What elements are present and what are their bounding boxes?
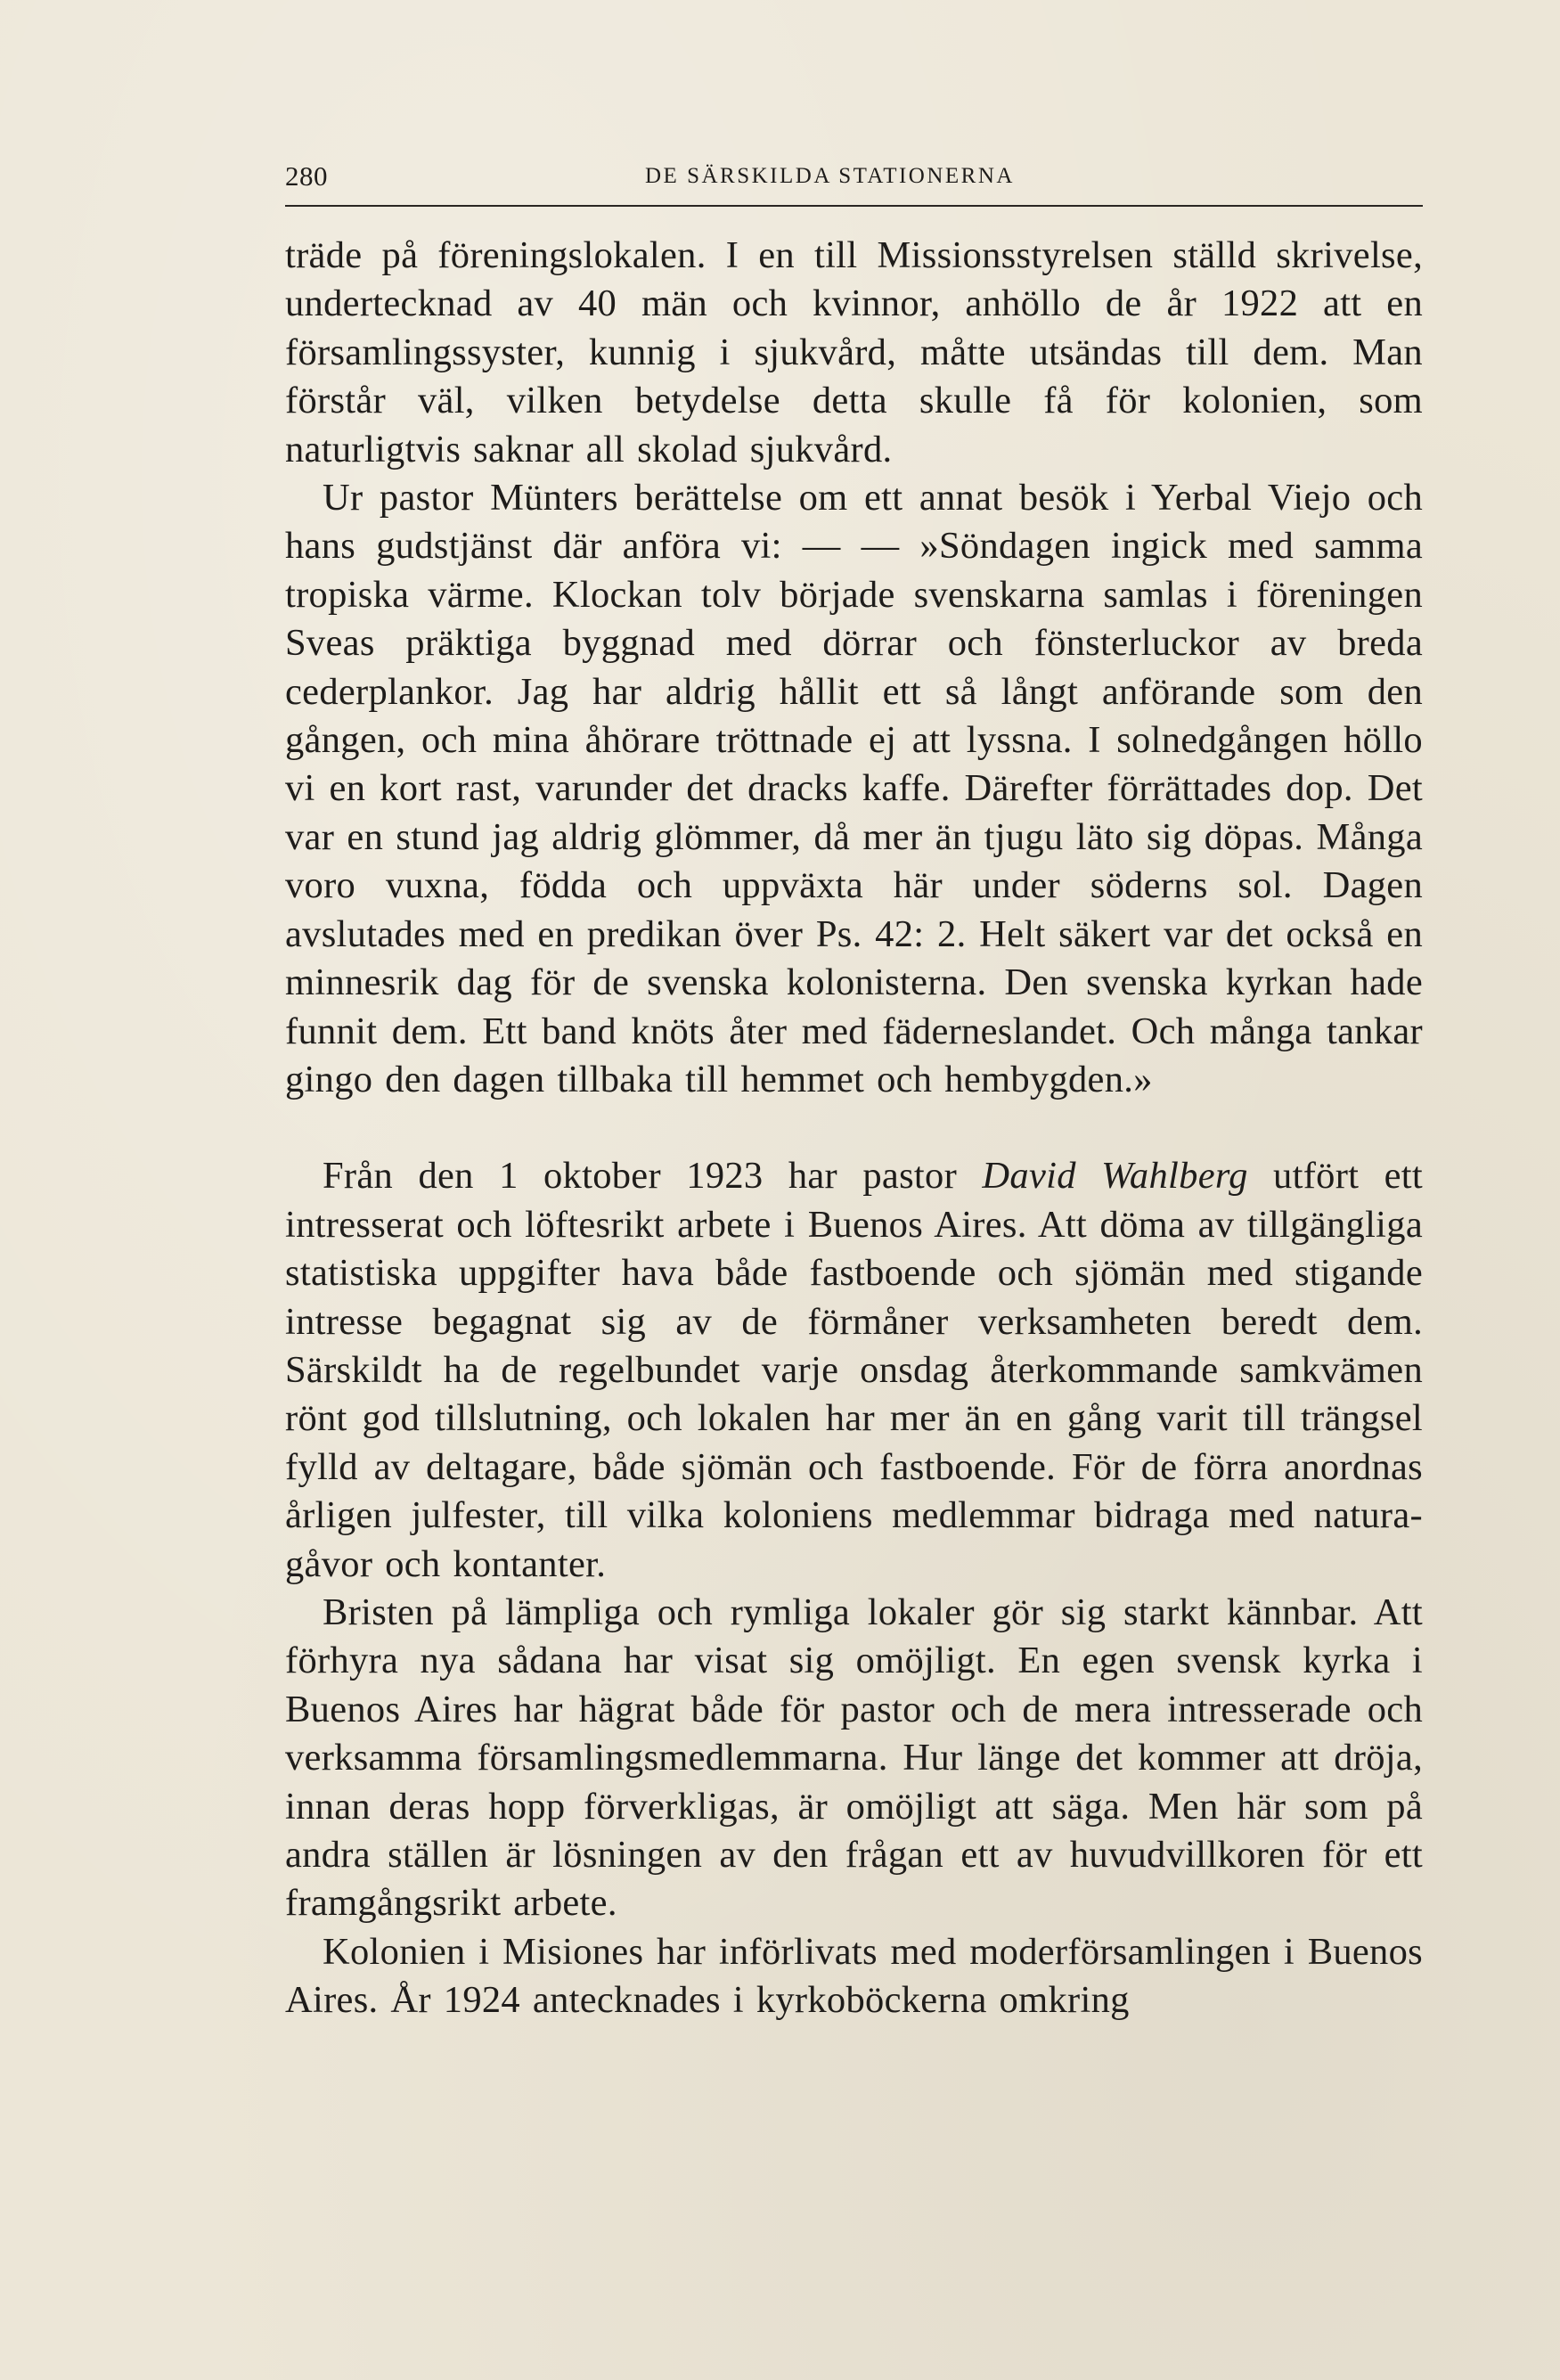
running-head (285, 153, 1423, 200)
section-break (285, 1104, 1423, 1152)
book-page (285, 153, 1423, 2025)
running-title: DE SÄRSKILDA STATIONERNA (645, 164, 1015, 188)
paragraph-wahlberg (285, 1152, 1423, 1589)
paragraph-misiones: Kolonien i Misiones har införlivats med moderförsamlingen i Buenos Aires. År 1924 antecknades i kyrkoböckerna omkring (285, 1930, 1423, 2022)
paragraph-lokaler: Bristen på lämpliga och rymliga lokaler gör sig starkt kännbar. Att förhyra nya sådana har visat sig omöjligt. En egen svensk kyrka i Buenos Aires har hägrat både för pastor och de mera intresserade och verksamma församlingsmedlemmarna. Hur länge det kommer att dröja, innan deras hopp förverkligas, är omöjligt att säga. Men här som på andra ställen är lösningen av den frågan ett av huvudvillkoren för ett framgångsrikt arbete. (285, 1591, 1423, 1925)
header-rule (285, 205, 1423, 207)
page-number: 280 (285, 160, 328, 192)
paragraph-text: utfört ett intresserat och löftesrikt arbete i Buenos Aires. Att döma av tillgängliga statistiska uppgifter hava både fastboende och sjömän med stigande intresse begagnat sig av de förmåner verksamheten beredt dem. Särskildt ha de regelbundet varje onsdag återkommande samkvämen rönt god tillslutning, och lokalen har mer än en gång varit till trängsel fylld av deltagare, både sjömän och fastboende. För de förra anordnas årligen julfester, till vilka koloniens medlemmar bidraga med natura-gåvor och kontanter. (285, 1155, 1423, 1585)
paragraph-text: Från den 1 oktober 1923 har pastor (323, 1155, 983, 1198)
body-text (285, 232, 1423, 2025)
paragraph-munter-quote: Ur pastor Münters berättelse om ett annat besök i Yerbal Viejo och hans gudstjänst där anföra vi: — — »Söndagen ingick med samma tropiska värme. Klockan tolv började svenskarna samlas i föreningen Sveas präktiga byggnad med dörrar och fönsterluckor av breda cederplankor. Jag har aldrig hållit ett så långt anförande som den gången, och mina åhörare tröttnade ej att lyssna. I solnedgången höllo vi en kort rast, varunder det dracks kaffe. Därefter förrättades dop. Det var en stund jag aldrig glömmer, då mer än tjugu läto sig döpas. Många voro vuxna, födda och uppväxta här under söderns sol. Dagen avslutades med en predikan över Ps. 42: 2. Helt säkert var det också en minnesrik dag för de svenska kolonisterna. Den svenska kyrkan hade funnit dem. Ett band knöts åter med fäderneslandet. Och många tankar gingo den dagen tillbaka till hemmet och hembygden.» (285, 477, 1423, 1100)
person-name: David Wahlberg (982, 1155, 1248, 1198)
paragraph-continuation: träde på föreningslokalen. I en till Missionsstyrelsen ställd skrivelse, undertecknad av 40 män och kvinnor, anhöllo de år 1922 att en församlingssyster, kunnig i sjukvård, måtte utsändas till dem. Man förstår väl, vilken betydelse detta skulle få för kolonien, som naturligtvis saknar all skolad sjukvård. (285, 234, 1423, 470)
